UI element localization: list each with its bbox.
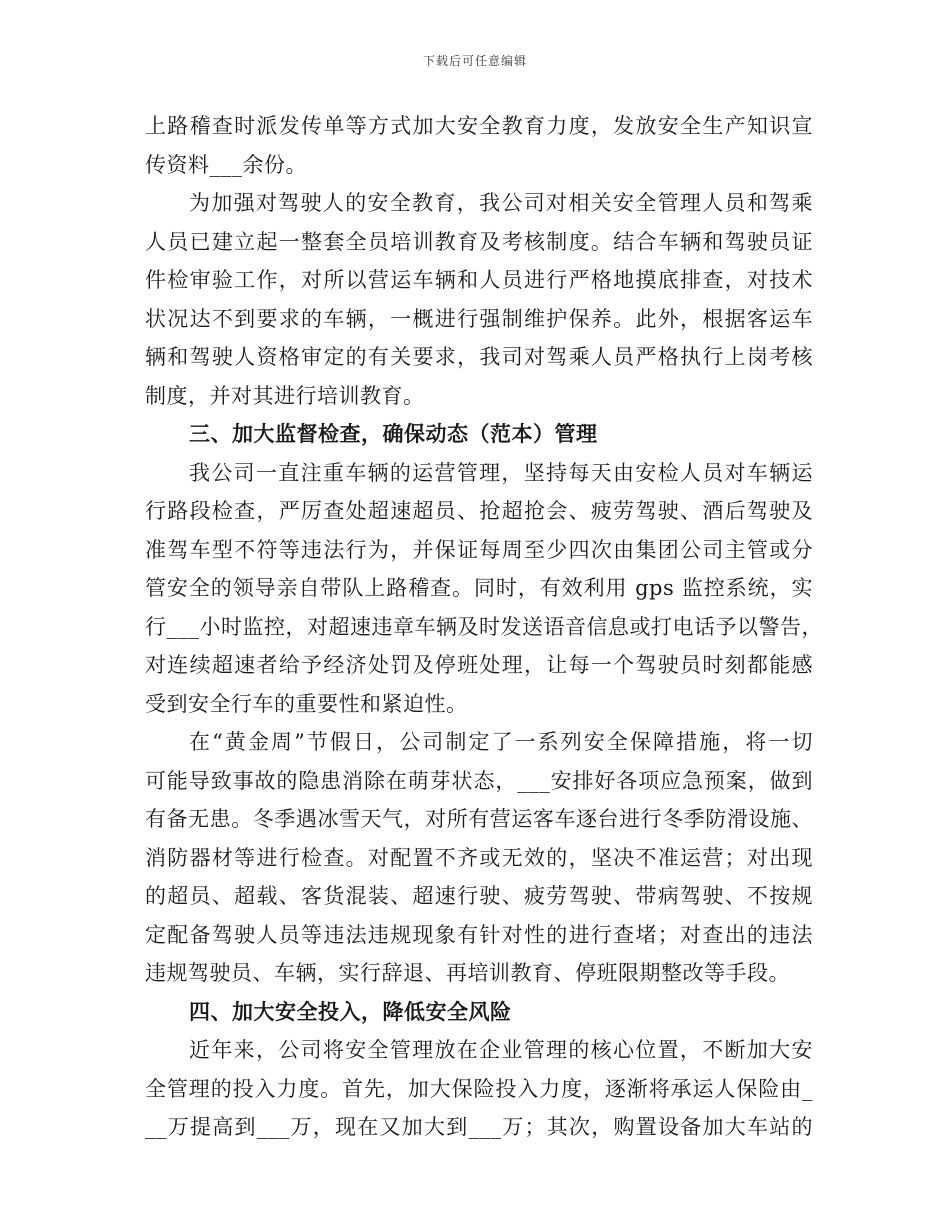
text-line: 状况达不到要求的车辆，一概进行强制维护保养。此外，根据客运车 [145,306,813,331]
text-line: 制度，并对其进行培训教育。 [145,383,425,408]
text-line: 传资料___余份。 [145,152,307,177]
text-line: 的超员、超载、客货混装、超速行驶、疲劳驾驶、带病驾驶、不按规 [145,884,813,908]
text-line: 对连续超速者给予经济处罚及停班处理，让每一个驾驶员时刻都能感 [145,653,813,677]
text-line: 辆和驾驶人资格审定的有关要求，我司对驾乘人员严格执行上岗考核 [145,345,813,369]
text-line: 消防器材等进行检查。对配置不齐或无效的，坚决不准运营；对出现 [145,845,813,870]
text-line: 有备无患。冬季遇冰雪天气，对所有营运客车逐台进行冬季防滑设施、 [145,807,813,831]
text-line: 受到安全行车的重要性和紧迫性。 [145,691,468,716]
text-line: 行路段检查，严厉查处超速超员、抢超抢会、疲劳驾驶、酒后驾驶及 [145,499,813,523]
document-body [145,107,823,1147]
text-line: __万提高到___万，现在又加大到___万；其次，购置设备加大车站的 [145,1115,813,1139]
text-line: 可能导致事故的隐患消除在萌芽状态，___安排好各项应急预案，做到 [145,768,813,793]
text-line: 违规驾驶员、车辆，实行辞退、再培训教育、停班限期整改等手段。 [145,961,790,985]
text-line: 近年来，公司将安全管理放在企业管理的核心位置，不断加大安 [189,1038,813,1062]
text-line: 全管理的投入力度。首先，加大保险投入力度，逐渐将承运人保险由_ [145,1076,813,1101]
text-line: 管安全的领导亲自带队上路稽查。同时，有效利用 gps 监控系统，实 [145,576,813,600]
text-line: 为加强对驾驶人的安全教育，我公司对相关安全管理人员和驾乘 [189,191,813,215]
text-line: 行___小时监控，对超速违章车辆及时发送语音信息或打电话予以警告， [145,614,823,639]
section-heading: 三、加大监督检查，确保动态（范本）管理 [189,422,598,446]
text-line: 人员已建立起一整套全员培训教育及考核制度。结合车辆和驾驶员证 [145,229,813,254]
text-line: 上路稽查时派发传单等方式加大安全教育力度，发放安全生产知识宣 [145,114,813,138]
page-header: 下载后可任意编辑 [422,54,527,68]
text-line: 准驾车型不符等违法行为，并保证每周至少四次由集团公司主管或分 [145,537,813,562]
section-heading: 四、加大安全投入，降低安全风险 [189,999,512,1024]
text-line: 在“黄金周”节假日，公司制定了一系列安全保障措施，将一切 [189,730,813,754]
text-line: 定配备驾驶人员等违法违规现象有针对性的进行查堵；对查出的违法 [145,922,813,947]
text-line: 件检审验工作，对所以营运车辆和人员进行严格地摸底排查，对技术 [145,268,813,292]
text-line: 我公司一直注重车辆的运营管理，坚持每天由安检人员对车辆运 [189,460,813,485]
